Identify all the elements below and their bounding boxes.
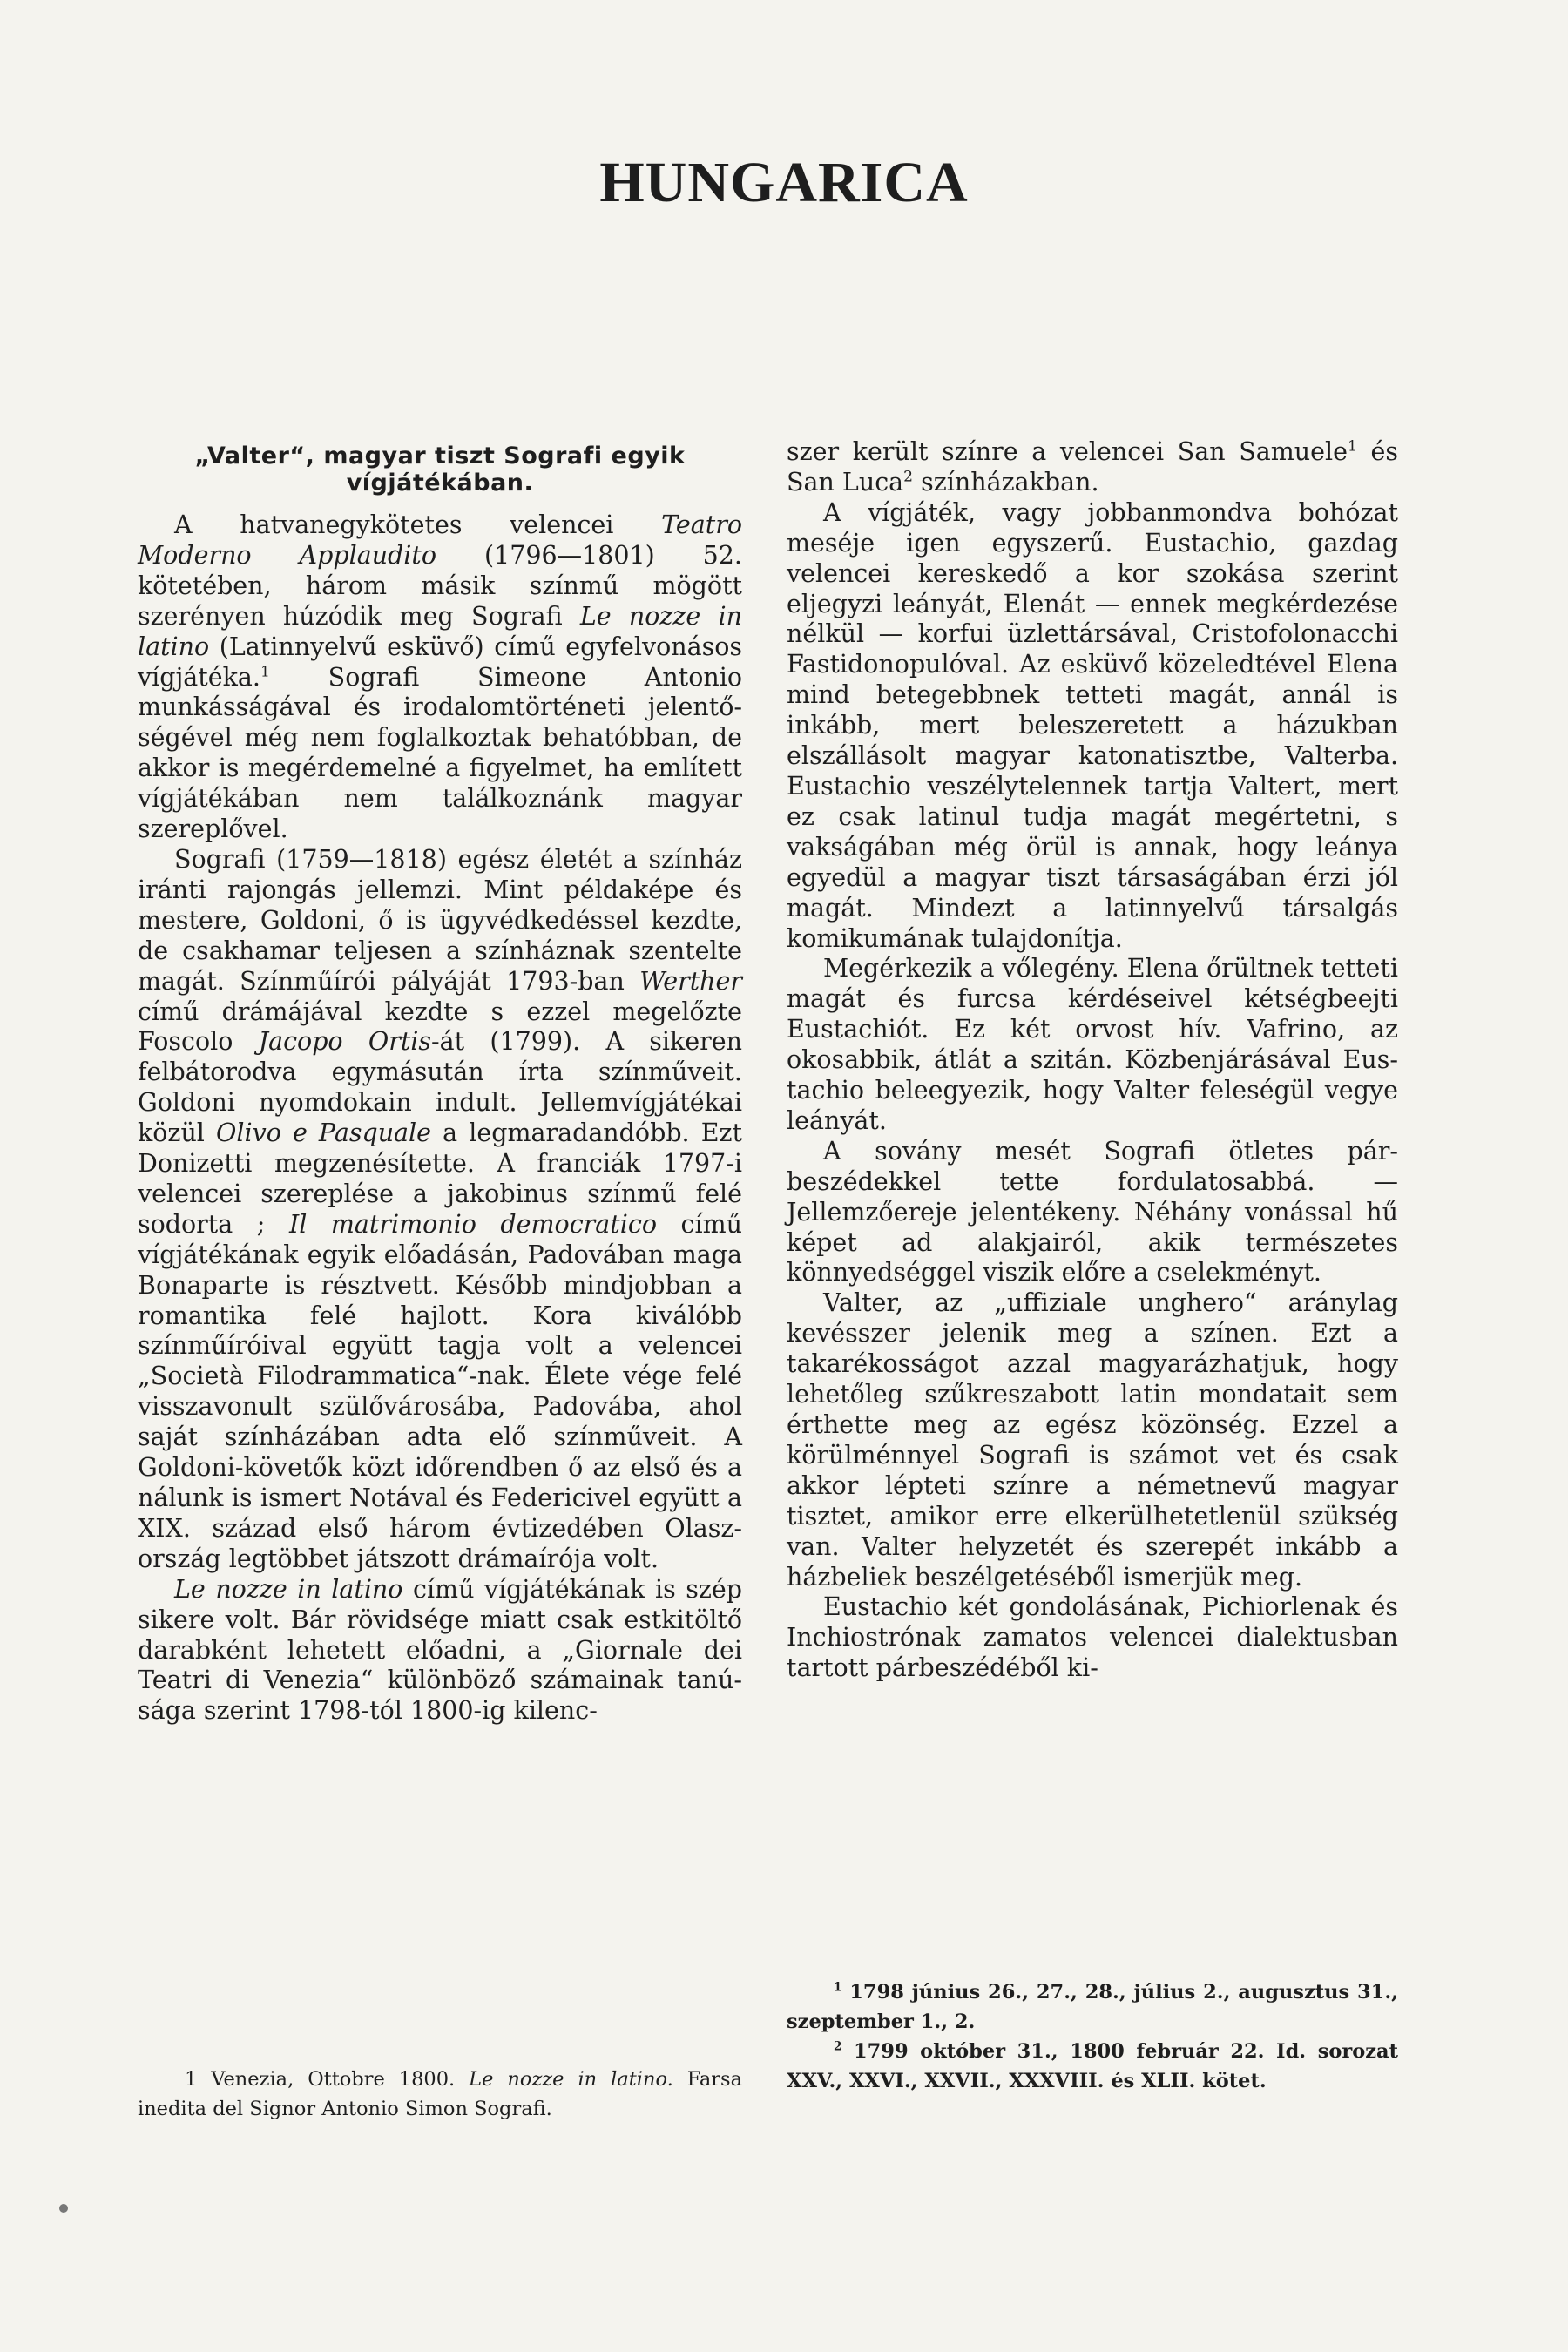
paragraph [138,2065,742,2124]
italic-title: Teatro Moderno Applaudito [138,510,742,570]
italic-title: Le nozze in latino. [469,2068,673,2091]
text-run: színházakban. [913,467,1099,497]
page-title: HUNGARICA [599,151,969,214]
text-run: -át (1799). A sikeren felbátorodva egymásután írta színműveit. Goldoni nyomdokain indult. Jellemvígjátékai közül [138,1027,742,1148]
text-run: A hatvanegykötetes velencei [174,510,662,539]
italic-title: Olivo e Pasquale [216,1119,432,1148]
paragraph [138,510,742,845]
footnote-ref: 1 [1348,437,1357,456]
italic-title: Jacopo Ortis [258,1027,432,1057]
article-heading: „Valter“, magyar tiszt Sografi egyik vígjátékában. [194,443,686,497]
paragraph [787,1288,1398,1592]
text-run: Eustachio két gondolásának, Pichiorlenak és Inchiostrónak zamatos velencei dialektusban tartott párbeszédéből ki- [787,1592,1398,1683]
column-right [787,437,1398,1684]
paragraph [787,2037,1398,2096]
column-left [138,437,742,1727]
paragraph [787,1977,1398,2037]
text-run: 1799 október 31., 1800 február 22. Id. sorozat XXV., XXVI., XXVII., XXXVIII. és XLII. kötet. [787,2040,1398,2092]
text-run: című vígjátékának egyik előadásán, Padovában maga Bonaparte is résztvett. Később mindjobban a romantika felé hajlott. Kora kiválóbb színműíróival együtt tagja volt a velencei „Società Filodrammatica“-nak. Élete vége felé visszavonult szülővárosába, Padovába, ahol saját színházában adta elő színműveit. A Goldoni-követők közt időrendben ő az első és a nálunk is ismert Notával és Federicivel együtt a XIX. század első három évtizedében Olaszország legtöbbet játszott drámaírója volt. [138,1209,742,1573]
footnote-ref: 2 [903,468,914,486]
text-run: 1798 június 26., 27., 28., július 2., augusztus 31., szeptember 1., 2. [787,1981,1398,2033]
text-run: A vígjáték, vagy jobbanmondva bohózat meséje igen egyszerű. Eustachio, gazdag velencei kereskedő a kor szokása szerint eljegyzi leányát, Elenát — ennek megkérdezése nélkül — korfui üzlettársával, Cristofolonacchi Fastidonopulóval. Az esküvő közeledtével Elena mind betegebbnek tetteti magát, annál is inkább, mert beleszeretett a házukban elszállásolt magyar katonatisztbe, Valterba. Eustachio veszélytelennek tartja Valtert, mert ez csak latinul tudja magát megértetni, s vakságában még örül is annak, hogy leánya egyedül a magyar tiszt társaságában érzi jól magát. Mindezt a latinnyelvű társalgás komikumának tulajdonítja. [787,497,1398,953]
text-run: Sografi Simeone Antonio munkásságával és irodalomtörténeti jelentőségével még nem foglalkoztak behatóbban, de akkor is megérdemelné a figyelmet, ha említett vígjátékában nem találkoznánk magyar szereplővel. [138,662,742,844]
text-run: a legmaradandóbb. Ezt Donizetti megzenésítette. A franciák 1797-i velencei szereplése a jakobinus színmű felé sodorta ; [138,1119,742,1239]
text-run: című drámájával kezdte s ezzel megelőzte Foscolo [138,997,742,1057]
footnote-ref: 1 [260,663,270,681]
text-run: A sovány mesét Sografi ötletes párbeszédekkel tette fordulatosabbá. — Jellemzőereje jelentékeny. Néhány vonással hű képet ad alakjairól, akik természetes könnyedséggel viszik előre a cselekményt. [787,1136,1398,1288]
italic-title: Werther [639,966,742,996]
text-run: és San Luca [787,437,1399,497]
text-run: Valter, az „uffiziale unghero“ aránylag kevésszer jelenik meg a színen. Ezt a takarékosságot azzal magyarázhatjuk, hogy lehetőleg szűkreszabott latin mondatait sem érthette meg az egész közönség. Ezzel a körülménnyel Sografi is számot vet és csak akkor lépteti színre a németnevű magyar tisztet, amikor erre elkerülhetetlenül szükség van. Valter helyzetét és szerepét inkább a házbeliek beszélgetéséből ismerjük meg. [787,1288,1398,1592]
footnote-ref: 2 [834,2039,842,2054]
paragraph [787,498,1398,955]
text-run: 1 Venezia, Ottobre 1800. [185,2068,470,2091]
italic-title: Il matrimonio democratico [288,1209,657,1239]
column-left-body [138,510,742,1727]
paragraph [138,1575,742,1727]
footnotes-right [787,1977,1398,2096]
text-run: Sografi (1759—1818) egész életét a színház iránti rajongás jellemzi. Mint példaképe és mestere, Goldoni, ő is ügyvédkedéssel kezdte, de csakhamar teljesen a színháznak szentelte magát. Színműírói pályáját 1793-ban [138,844,742,996]
footnote-ref: 1 [834,1980,842,1995]
text-run: (1796—1801) 52. kötetében, három másik színmű mögött szerényen húzódik meg Sografi [138,540,742,631]
text-run: szer került színre a velencei San Samuele [787,437,1348,466]
column-right-body [787,437,1398,1684]
paragraph [787,1137,1398,1289]
paragraph [787,437,1398,498]
footnotes-left [138,2065,742,2124]
paper-speck [59,2204,68,2213]
text-run: (Latinnyelvű esküvő) című egyfelvonásos vígjátéka. [138,632,742,692]
text-run: Farsa inedita del Signor Antonio Simon Sografi. [138,2068,743,2120]
paragraph [138,845,742,1575]
paragraph [787,1592,1398,1684]
paragraph [787,954,1398,1136]
italic-title: Le nozze in latino [138,601,742,661]
text-run: Megérkezik a vőlegény. Elena őrültnek tetteti magát és furcsa kérdéseivel kétségbeejti Eustachiót. Ez két orvost hív. Vafrino, az okosabbik, átlát a szitán. Közbenjárásával Eustachio beleegyezik, hogy Valter feleségül vegye leányát. [787,954,1398,1135]
italic-title: Le nozze in latino [174,1574,403,1604]
text-run: című vígjátékának is szép sikere volt. Bár rövidsége miatt csak estkitöltő darabként lehetett előadni, a „Giornale dei Teatri di Venezia“ különböző számainak tanúsága szerint 1798-tól 1800-ig kilenc- [138,1574,742,1726]
